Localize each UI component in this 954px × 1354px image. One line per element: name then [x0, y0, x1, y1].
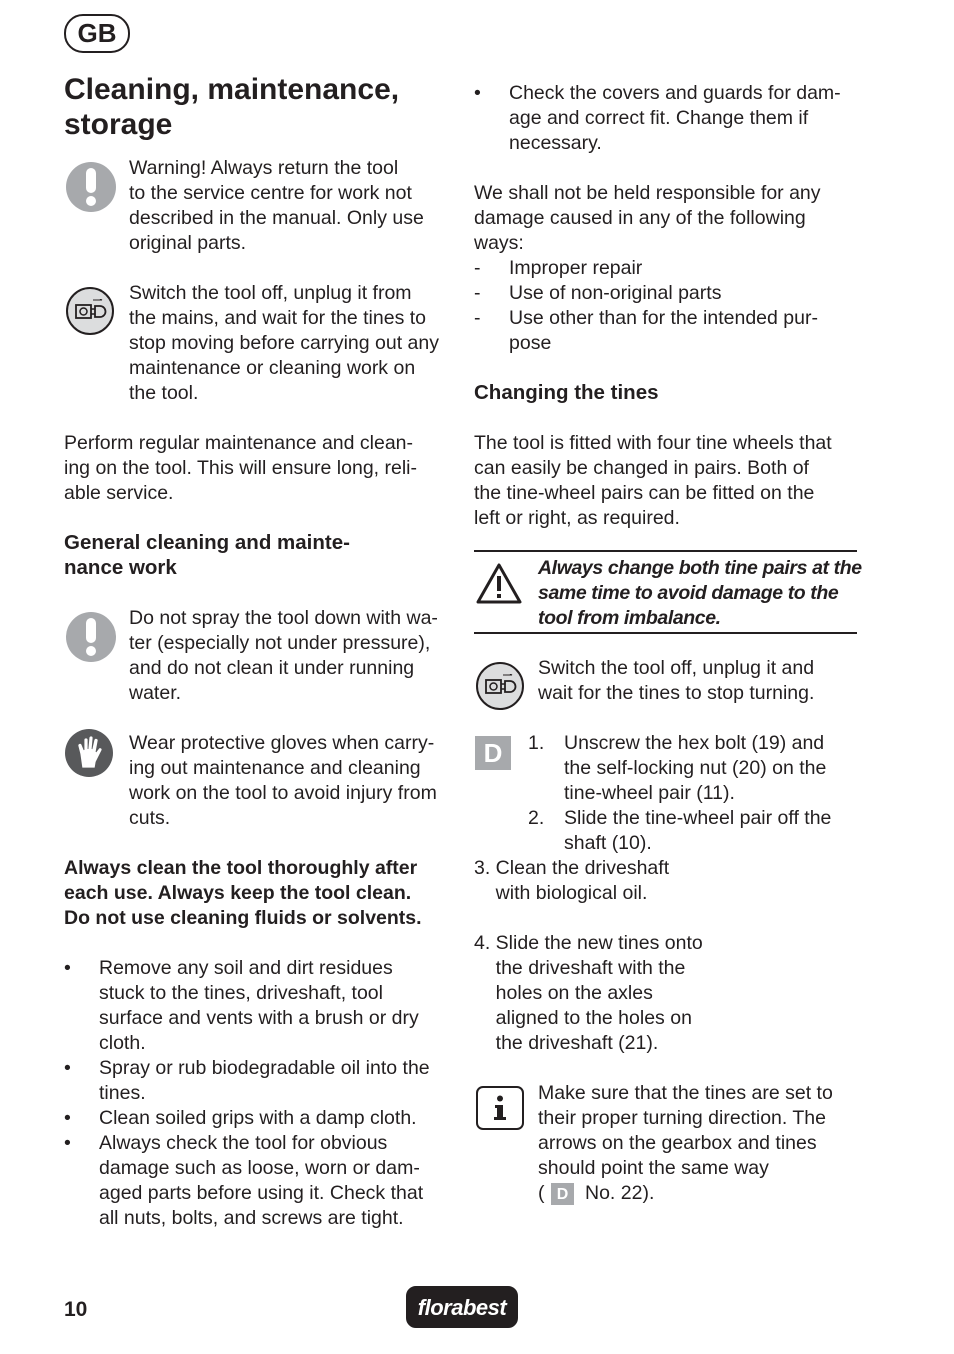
- info-reference: [538, 1181, 738, 1206]
- tines-intro-text: The tool is fitted with four tine wheels that can easily be changed in pairs. Both of the tine-wheel pairs can be fitted on the left or right, as required.: [474, 432, 832, 529]
- step-3-text: 3. Clean the driveshaft with biological oil.: [474, 857, 670, 904]
- list-item-text: Clean soiled grips with a damp cloth.: [99, 1107, 417, 1129]
- list-item-text: Use of non-original parts: [509, 282, 722, 304]
- dash-marker: -: [474, 307, 481, 329]
- general-cleaning-heading: General cleaning and mainte- nance work: [64, 531, 350, 579]
- info-icon: [476, 1086, 524, 1130]
- exclamation-warning-icon: [66, 612, 116, 662]
- divider: [474, 550, 857, 552]
- page-title: Cleaning, maintenance, storage: [64, 73, 400, 141]
- list-item-text: Always check the tool for obvious damage such as loose, worn or dam- aged parts before using it. Check that all nuts, bolts, and screws are tight.: [99, 1132, 424, 1229]
- bullet-marker: •: [64, 1132, 71, 1154]
- protective-gloves-icon: [65, 729, 113, 777]
- list-item-text: Use other than for the intended pur- pose: [509, 307, 818, 354]
- info-note-text: Make sure that the tines are set to their proper turning direction. The arrows on the gearbox and tines should point the same way: [538, 1082, 833, 1179]
- bullet-marker: •: [64, 1057, 71, 1079]
- changing-tines-heading: Changing the tines: [474, 381, 659, 404]
- water-warning-text: Do not spray the tool down with wa- ter (especially not under pressure), and do not clean it under running water.: [129, 607, 438, 704]
- gloves-instruction-text: Wear protective gloves when carry- ing out maintenance and cleaning work on the tool to avoid injury from cuts.: [129, 732, 437, 829]
- warning-service-text: Warning! Always return the tool to the service centre for work not described in the manual. Only use original parts.: [129, 157, 424, 254]
- figure-d-badge: D: [475, 736, 511, 770]
- bullet-marker: •: [64, 1107, 71, 1129]
- unplug-instruction-text: Switch the tool off, unplug it from the mains, and wait for the tines to stop moving before carrying out any maintenance or cleaning work on the tool.: [129, 282, 440, 404]
- florabest-logo: florabest: [406, 1286, 518, 1328]
- list-item-text: Remove any soil and dirt residues stuck to the tines, driveshaft, tool surface and vents with a brush or dry cloth.: [99, 957, 419, 1054]
- unplug-icon: [476, 662, 524, 710]
- list-item-text: Spray or rub biodegradable oil into the tines.: [99, 1057, 430, 1104]
- caution-text: Always change both tine pairs at the same time to avoid damage to the tool from imbalance.: [538, 557, 862, 629]
- bullet-marker: •: [64, 957, 71, 979]
- reference-number: No. 22).: [585, 1182, 655, 1204]
- reference-open-paren: (: [538, 1182, 545, 1204]
- step-number: 1.: [528, 732, 545, 754]
- list-item-text: Improper repair: [509, 257, 643, 279]
- figure-d-badge: D: [551, 1183, 574, 1205]
- step-number: 2.: [528, 807, 545, 829]
- step-text: Unscrew the hex bolt (19) and the self-locking nut (20) on the tine-wheel pair (11).: [564, 732, 827, 804]
- warning-triangle-icon: [476, 562, 522, 611]
- unplug-instruction-text: Switch the tool off, unplug it and wait for the tines to stop turning.: [538, 657, 815, 704]
- step-4-text: 4. Slide the new tines onto the driveshaft with the holes on the axles aligned to the holes on the driveshaft (21).: [474, 932, 703, 1054]
- step-text: Slide the tine-wheel pair off the shaft (10).: [564, 807, 832, 854]
- numbered-step: [528, 806, 858, 856]
- dash-marker: -: [474, 257, 481, 279]
- page-number: 10: [64, 1298, 88, 1321]
- cleaning-bold-note: Always clean the tool thoroughly after each use. Always keep the tool clean. Do not use cleaning fluids or solvents.: [64, 857, 422, 929]
- list-item-text: Check the covers and guards for dam- age and correct fit. Change them if necessary.: [509, 82, 841, 154]
- bullet-marker: •: [474, 82, 481, 104]
- exclamation-warning-icon: [66, 162, 116, 212]
- language-badge: GB: [64, 14, 130, 53]
- divider: [474, 632, 857, 634]
- responsibility-text: We shall not be held responsible for any damage caused in any of the following ways:: [474, 182, 821, 254]
- unplug-icon: [66, 287, 114, 335]
- maintenance-intro-text: Perform regular maintenance and clean- ing on the tool. This will ensure long, reli- able service.: [64, 432, 417, 504]
- dash-marker: -: [474, 282, 481, 304]
